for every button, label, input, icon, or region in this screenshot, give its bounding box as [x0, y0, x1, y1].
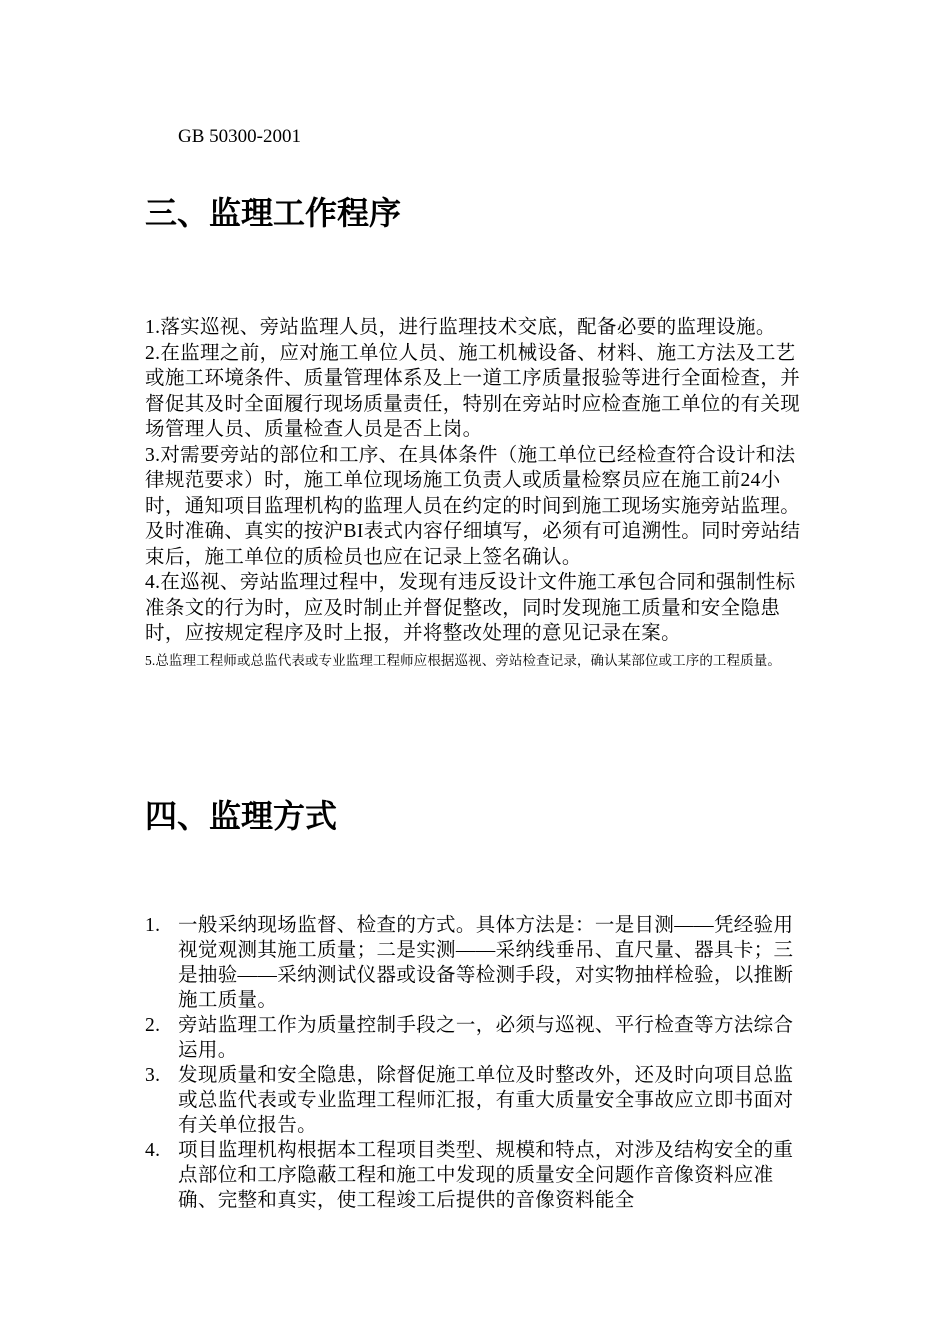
- section-3-paragraph-4: 4.在巡视、旁站监理过程中，发现有违反设计文件施工承包合同和强制性标准条文的行为时，应及时制止并督促整改，同时发现施工质量和安全隐患时，应按规定程序及时上报，并将整改处理的意见记录在案。: [145, 572, 796, 644]
- list-item-text: 发现质量和安全隐患，除督促施工单位及时整改外，还及时向项目总监或总监代表或专业监理工程师汇报，有重大质量安全事故应立即书面对有关单位报告。: [178, 1065, 794, 1136]
- list-item-number: 2.: [145, 1015, 161, 1036]
- section-3-paragraph-1: 1.落实巡视、旁站监理人员，进行监理技术交底，配备必要的监理设施。: [145, 317, 776, 338]
- section-4-title: 四、监理方式: [145, 797, 338, 835]
- list-item-number: 1.: [145, 915, 161, 936]
- section-3-paragraph-2: 2.在监理之前，应对施工单位人员、施工机械设备、材料、施工方法及工艺或施工环境条件、质量管理体系及上一道工序质量报验等进行全面检查，并督促其及时全面履行现场质量责任，特别在旁站时应检查施工单位的有关现场管理人员、质量检查人员是否上岗。: [145, 342, 801, 440]
- section-4-list: [145, 913, 810, 1213]
- list-item: [145, 1138, 810, 1213]
- list-item-number: 3.: [145, 1065, 161, 1086]
- section-3-body: [145, 315, 807, 673]
- section-3-paragraph-3: 3.对需要旁站的部位和工序、在具体条件（施工单位已经检查符合设计和法律规范要求）时，施工单位现场施工负责人或质量检察员应在施工前24小时，通知项目监理机构的监理人员在约定的时间到施工现场实施旁站监理。及时准确、真实的按沪BI表式内容仔细填写，必须有可追溯性。同时旁站结束后，施工单位的质检员也应在记录上签名确认。: [145, 444, 801, 568]
- standard-reference: GB 50300-2001: [178, 126, 301, 147]
- list-item: [145, 913, 810, 1013]
- list-item-text: 项目监理机构根据本工程项目类型、规模和特点，对涉及结构安全的重点部位和工序隐蔽工程和施工中发现的质量安全问题作音像资料应准确、完整和真实，使工程竣工后提供的音像资料能全: [178, 1140, 794, 1211]
- list-item: [145, 1063, 810, 1138]
- list-item-number: 4.: [145, 1140, 161, 1161]
- section-3-paragraph-5: 5.总监理工程师或总监代表或专业监理工程师应根据巡视、旁站检查记录，确认某部位或工序的工程质量。: [145, 652, 781, 668]
- section-3-title: 三、监理工作程序: [145, 194, 402, 232]
- list-item: [145, 1013, 810, 1063]
- list-item-text: 一般采纳现场监督、检查的方式。具体方法是：一是目测——凭经验用视觉观测其施工质量；二是实测——采纳线垂吊、直尺量、器具卡；三是抽验——采纳测试仪器或设备等检测手段，对实物抽样检验，以推断施工质量。: [178, 915, 794, 1011]
- list-item-text: 旁站监理工作为质量控制手段之一，必须与巡视、平行检查等方法综合运用。: [178, 1015, 794, 1061]
